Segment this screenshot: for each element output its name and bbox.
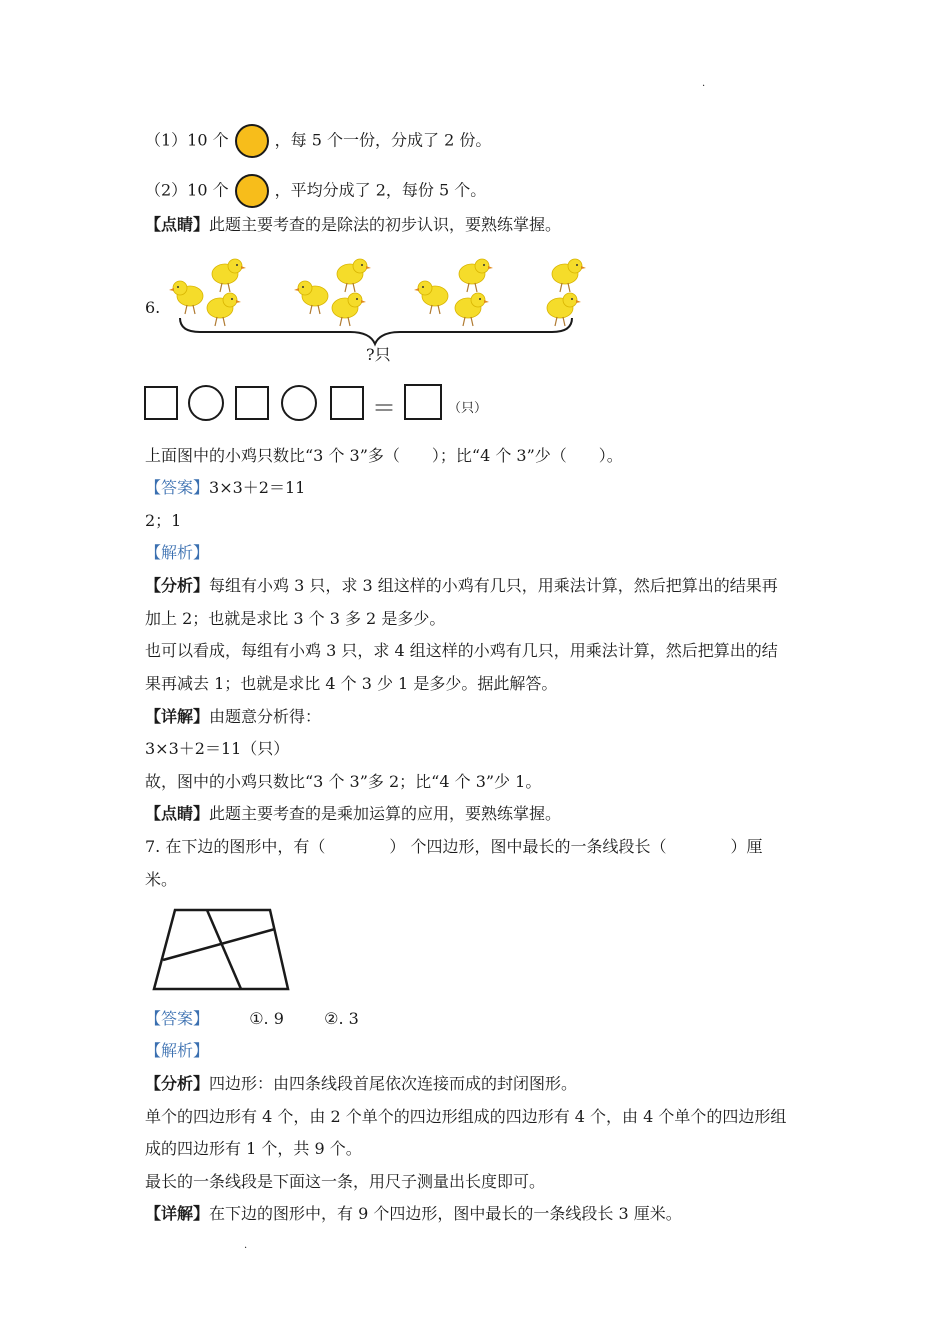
chick-icon bbox=[169, 281, 203, 314]
q6-answer-text: 3×3＋2＝11 bbox=[209, 478, 306, 497]
q6-tip-tag: 【点睛】 bbox=[145, 804, 210, 823]
orange-circle-icon bbox=[235, 174, 269, 208]
orange-circle-icon bbox=[235, 124, 269, 158]
answer-circle[interactable] bbox=[188, 385, 224, 421]
chick-icon bbox=[552, 259, 586, 292]
q5-line-1 bbox=[145, 124, 491, 158]
q7-question-1: 7. 在下边的图形中，有（ ） 个四边形，图中最长的一条线段长（ ）厘 bbox=[145, 837, 763, 856]
chick-icon bbox=[547, 293, 581, 326]
q6-fenxi-text-1: 每组有小鸡 3 只，求 3 组这样的小鸡有几只，用乘法计算，然后把算出的结果再 bbox=[209, 576, 778, 595]
q6-answer-2: 2；1 bbox=[145, 511, 182, 530]
q7-fenxi-text: 四边形：由四条线段首尾依次连接而成的封闭图形。 bbox=[209, 1074, 578, 1093]
answer-box[interactable] bbox=[330, 386, 364, 420]
answer-box[interactable] bbox=[144, 386, 178, 420]
corner-mark-bottom: . bbox=[244, 1240, 248, 1251]
answer-box[interactable] bbox=[235, 386, 269, 420]
q6-number: 6. bbox=[145, 298, 161, 317]
q6-detail-eq: 3×3＋2＝11（只） bbox=[145, 739, 290, 758]
q6-detail bbox=[145, 707, 321, 727]
brace-label: ?只 bbox=[366, 345, 391, 364]
q7-detail-tag: 【详解】 bbox=[145, 1204, 210, 1223]
chick-figure bbox=[160, 248, 590, 348]
q6-fenxi-2: 加上 2；也就是求比 3 个 3 多 2 是多少。 bbox=[145, 609, 446, 628]
chick-icon bbox=[414, 281, 448, 314]
q7-answer-tag: 【答案】 bbox=[145, 1009, 210, 1028]
q7-text-1: 单个的四边形有 4 个，由 2 个单个的四边形组成的四边形有 4 个，由 4 个单个的四边形组 bbox=[145, 1107, 787, 1126]
q5-line-1-pre: （1）10 个 bbox=[145, 130, 229, 150]
q5-tip-tag: 【点睛】 bbox=[145, 215, 210, 234]
chick-icon bbox=[337, 259, 371, 292]
q7-text-3: 最长的一条线段是下面这一条，用尺子测量出长度即可。 bbox=[145, 1172, 546, 1191]
q6-tip bbox=[145, 804, 561, 824]
q5-tip-text: 此题主要考查的是除法的初步认识，要熟练掌握。 bbox=[209, 215, 562, 234]
q7-detail bbox=[145, 1204, 682, 1224]
q6-detail-tag: 【详解】 bbox=[145, 707, 210, 726]
corner-mark-top: . bbox=[702, 78, 706, 89]
answer-circle[interactable] bbox=[281, 385, 317, 421]
chick-icon bbox=[212, 259, 246, 292]
unit-label: （只） bbox=[448, 401, 488, 416]
trapezoid-figure bbox=[150, 905, 295, 995]
brace-icon bbox=[180, 318, 572, 344]
q6-fenxi-tag: 【分析】 bbox=[145, 576, 210, 595]
q7-fenxi bbox=[145, 1074, 577, 1094]
q7-text-2: 成的四边形有 1 个，共 9 个。 bbox=[145, 1139, 362, 1158]
q7-fenxi-tag: 【分析】 bbox=[145, 1074, 210, 1093]
chick-icon bbox=[294, 281, 328, 314]
q7-answer-2: ②. 3 bbox=[324, 1009, 359, 1028]
q6-fenxi-4: 果再减去 1；也就是求比 4 个 3 少 1 是多少。据此解答。 bbox=[145, 674, 558, 693]
q7-analysis-tag: 【解析】 bbox=[145, 1041, 210, 1060]
q5-line-2-post: ，平均分成了 2，每份 5 个。 bbox=[274, 180, 487, 200]
q6-analysis-tag: 【解析】 bbox=[145, 543, 210, 562]
q6-fenxi-3: 也可以看成，每组有小鸡 3 只，求 4 组这样的小鸡有几只，用乘法计算，然后把算出的结 bbox=[145, 641, 778, 660]
chick-icon bbox=[459, 259, 493, 292]
q5-line-1-post: ，每 5 个一份，分成了 2 份。 bbox=[274, 130, 492, 150]
equals-sign: ＝ bbox=[372, 394, 396, 422]
q7-question-2: 米。 bbox=[145, 870, 178, 889]
q5-line-2-pre: （2）10 个 bbox=[145, 180, 229, 200]
answer-box[interactable] bbox=[404, 384, 442, 420]
q6-question: 上面图中的小鸡只数比“3 个 3”多（ ）；比“4 个 3”少（ ）。 bbox=[145, 446, 623, 465]
chick-icon bbox=[455, 293, 489, 326]
q5-tip bbox=[145, 215, 561, 235]
chick-icon bbox=[207, 293, 241, 326]
q6-fenxi-1 bbox=[145, 576, 778, 596]
q6-conclusion: 故，图中的小鸡只数比“3 个 3”多 2；比“4 个 3”少 1。 bbox=[145, 772, 542, 791]
q6-answer bbox=[145, 478, 305, 498]
q5-line-2 bbox=[145, 174, 486, 208]
chick-icon bbox=[332, 293, 366, 326]
q7-answer bbox=[145, 1009, 359, 1029]
q6-detail-text: 由题意分析得： bbox=[209, 707, 322, 726]
q7-detail-text: 在下边的图形中，有 9 个四边形，图中最长的一条线段长 3 厘米。 bbox=[209, 1204, 682, 1223]
q6-answer-tag: 【答案】 bbox=[145, 478, 210, 497]
q7-answer-1: ①. 9 bbox=[249, 1009, 284, 1028]
q6-tip-text: 此题主要考查的是乘加运算的应用，要熟练掌握。 bbox=[209, 804, 562, 823]
